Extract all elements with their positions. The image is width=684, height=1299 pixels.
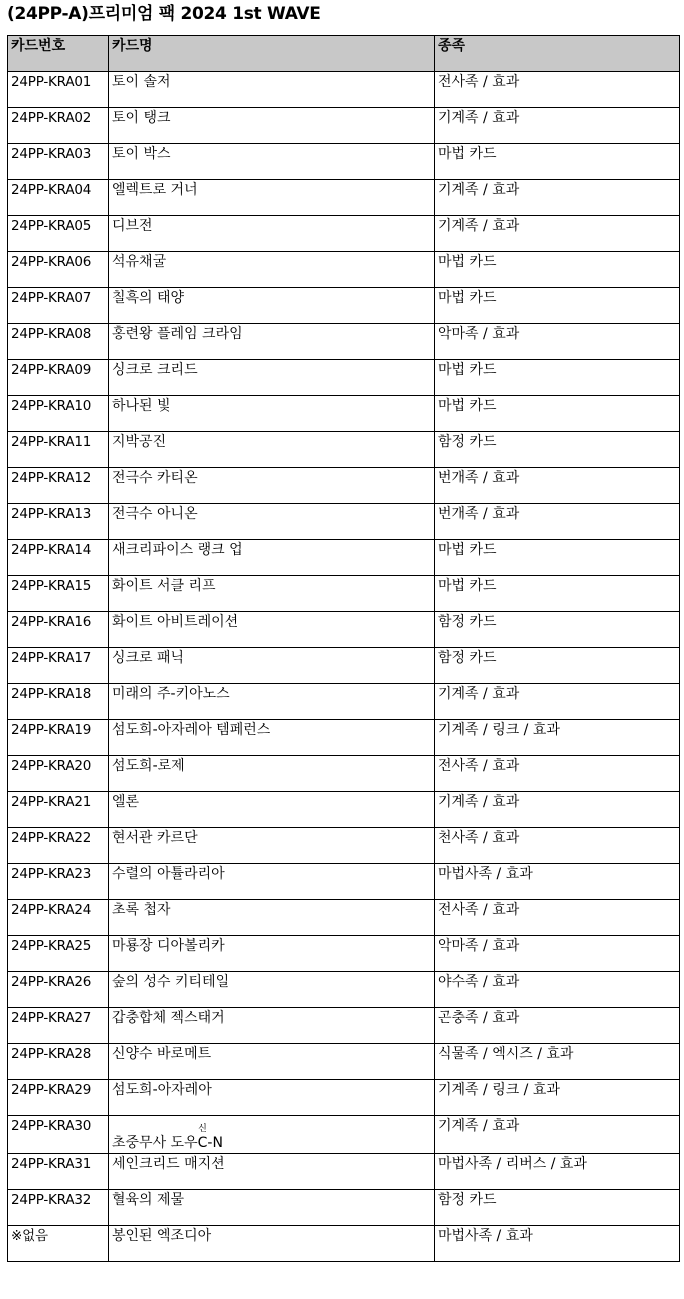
- table-row: [8, 1226, 680, 1262]
- card-name-cell: 전극수 아니온: [109, 504, 435, 540]
- table-row: [8, 864, 680, 900]
- card-name-cell: 지박공진: [109, 432, 435, 468]
- card-type-cell: 천사족 / 효과: [435, 828, 680, 864]
- card-type-cell: 악마족 / 효과: [435, 936, 680, 972]
- card-name-cell: 홍련왕 플레임 크라임: [109, 324, 435, 360]
- card-type-cell: 번개족 / 효과: [435, 504, 680, 540]
- card-type-cell: 악마족 / 효과: [435, 324, 680, 360]
- card-number-cell: 24PP-KRA10: [8, 396, 109, 432]
- table-row: [8, 144, 680, 180]
- table-row: [8, 612, 680, 648]
- card-type-cell: 마법사족 / 리버스 / 효과: [435, 1154, 680, 1190]
- card-number-cell: 24PP-KRA26: [8, 972, 109, 1008]
- card-name-cell: 섬도희-로제: [109, 756, 435, 792]
- header-card-name: 카드명: [109, 36, 435, 72]
- card-number-cell: 24PP-KRA30: [8, 1116, 109, 1154]
- card-type-cell: 마법 카드: [435, 360, 680, 396]
- header-card-type: 종족: [435, 36, 680, 72]
- table-row: [8, 792, 680, 828]
- card-type-cell: 함정 카드: [435, 1190, 680, 1226]
- card-number-cell: 24PP-KRA09: [8, 360, 109, 396]
- card-name-cell: 섬도희-아자레아 템페런스: [109, 720, 435, 756]
- card-number-cell: 24PP-KRA31: [8, 1154, 109, 1190]
- card-type-cell: 기계족 / 링크 / 효과: [435, 720, 680, 756]
- card-name-cell: 미래의 주-키아노스: [109, 684, 435, 720]
- card-type-cell: 마법 카드: [435, 252, 680, 288]
- card-list-table: [7, 35, 680, 1262]
- card-name-cell: 석유채굴: [109, 252, 435, 288]
- card-number-cell: 24PP-KRA27: [8, 1008, 109, 1044]
- card-type-cell: 함정 카드: [435, 432, 680, 468]
- card-type-cell: 기계족 / 효과: [435, 792, 680, 828]
- card-number-cell: 24PP-KRA05: [8, 216, 109, 252]
- card-name-cell: 갑충합체 젝스태거: [109, 1008, 435, 1044]
- card-name-suffix: -N: [207, 1135, 223, 1151]
- table-row: [8, 1008, 680, 1044]
- card-name-prefix: 초중무사 도우: [112, 1135, 198, 1151]
- card-number-cell: 24PP-KRA14: [8, 540, 109, 576]
- card-name-cell: 토이 박스: [109, 144, 435, 180]
- card-name-cell: 마룡장 디아볼리카: [109, 936, 435, 972]
- card-name-cell: 신양수 바로메트: [109, 1044, 435, 1080]
- table-row: [8, 216, 680, 252]
- table-row: [8, 828, 680, 864]
- card-number-cell: 24PP-KRA29: [8, 1080, 109, 1116]
- card-name-cell: 화이트 서클 리프: [109, 576, 435, 612]
- card-type-cell: 기계족 / 효과: [435, 108, 680, 144]
- card-type-cell: 식물족 / 엑시즈 / 효과: [435, 1044, 680, 1080]
- table-row: [8, 1080, 680, 1116]
- card-type-cell: 마법사족 / 효과: [435, 1226, 680, 1262]
- table-row: [8, 756, 680, 792]
- card-type-cell: 마법사족 / 효과: [435, 864, 680, 900]
- table-row: [8, 972, 680, 1008]
- card-number-cell: 24PP-KRA32: [8, 1190, 109, 1226]
- card-name-cell: 섬도희-아자레아: [109, 1080, 435, 1116]
- card-type-cell: 마법 카드: [435, 144, 680, 180]
- card-number-cell: 24PP-KRA04: [8, 180, 109, 216]
- card-number-cell: 24PP-KRA12: [8, 468, 109, 504]
- card-name-cell: 새크리파이스 랭크 업: [109, 540, 435, 576]
- table-row: [8, 720, 680, 756]
- card-type-cell: 마법 카드: [435, 576, 680, 612]
- card-type-cell: 함정 카드: [435, 648, 680, 684]
- card-name-cell: 혈육의 제물: [109, 1190, 435, 1226]
- card-number-cell: 24PP-KRA01: [8, 72, 109, 108]
- card-number-cell: ※없음: [8, 1226, 109, 1262]
- table-row: [8, 1154, 680, 1190]
- card-type-cell: 야수족 / 효과: [435, 972, 680, 1008]
- card-name-cell: 칠흑의 태양: [109, 288, 435, 324]
- table-row: [8, 576, 680, 612]
- table-row: [8, 72, 680, 108]
- card-name-cell: 싱크로 패닉: [109, 648, 435, 684]
- header-card-number: 카드번호: [8, 36, 109, 72]
- table-row: [8, 540, 680, 576]
- card-name-cell: 화이트 아비트레이션: [109, 612, 435, 648]
- card-name-cell: 엘론: [109, 792, 435, 828]
- card-type-cell: 전사족 / 효과: [435, 72, 680, 108]
- card-name-ruby: [197, 1124, 208, 1153]
- table-row: [8, 1190, 680, 1226]
- table-row: [8, 324, 680, 360]
- card-name-cell: 전극수 카티온: [109, 468, 435, 504]
- card-type-cell: 마법 카드: [435, 396, 680, 432]
- card-name-cell: 초록 첩자: [109, 900, 435, 936]
- table-row: [8, 288, 680, 324]
- card-type-cell: 번개족 / 효과: [435, 468, 680, 504]
- card-name-cell: 현서관 카르단: [109, 828, 435, 864]
- table-row: [8, 432, 680, 468]
- card-type-cell: 전사족 / 효과: [435, 756, 680, 792]
- card-type-cell: 기계족 / 효과: [435, 1116, 680, 1154]
- card-name-cell: 싱크로 크리드: [109, 360, 435, 396]
- card-name-cell: 세인크리드 매지션: [109, 1154, 435, 1190]
- card-name-cell: [109, 1116, 435, 1154]
- page-title: (24PP-A)프리미엄 팩 2024 1st WAVE: [7, 4, 321, 24]
- card-number-cell: 24PP-KRA24: [8, 900, 109, 936]
- card-number-cell: 24PP-KRA20: [8, 756, 109, 792]
- card-name-cell: 하나된 빛: [109, 396, 435, 432]
- card-number-cell: 24PP-KRA28: [8, 1044, 109, 1080]
- card-name-ruby-text: 신: [198, 1124, 207, 1134]
- card-type-cell: 전사족 / 효과: [435, 900, 680, 936]
- card-name-cell: 숲의 성수 키티테일: [109, 972, 435, 1008]
- table-row: [8, 468, 680, 504]
- card-number-cell: 24PP-KRA02: [8, 108, 109, 144]
- card-type-cell: 곤충족 / 효과: [435, 1008, 680, 1044]
- card-number-cell: 24PP-KRA21: [8, 792, 109, 828]
- card-type-cell: 기계족 / 효과: [435, 180, 680, 216]
- card-number-cell: 24PP-KRA23: [8, 864, 109, 900]
- table-row: [8, 936, 680, 972]
- card-name-cell: 수렬의 아튤라리아: [109, 864, 435, 900]
- table-row: [8, 180, 680, 216]
- card-number-cell: 24PP-KRA06: [8, 252, 109, 288]
- card-number-cell: 24PP-KRA25: [8, 936, 109, 972]
- table-row: [8, 360, 680, 396]
- card-number-cell: 24PP-KRA16: [8, 612, 109, 648]
- card-number-cell: 24PP-KRA17: [8, 648, 109, 684]
- table-row: [8, 396, 680, 432]
- card-type-cell: 기계족 / 효과: [435, 684, 680, 720]
- card-name-cell: 엘렉트로 거너: [109, 180, 435, 216]
- card-name-cell: 디브전: [109, 216, 435, 252]
- table-row: [8, 1116, 680, 1154]
- table-row: [8, 504, 680, 540]
- card-number-cell: 24PP-KRA18: [8, 684, 109, 720]
- card-number-cell: 24PP-KRA08: [8, 324, 109, 360]
- card-type-cell: 함정 카드: [435, 612, 680, 648]
- table-row: [8, 252, 680, 288]
- card-number-cell: 24PP-KRA22: [8, 828, 109, 864]
- table-row: [8, 108, 680, 144]
- card-type-cell: 마법 카드: [435, 540, 680, 576]
- card-name-cell: 토이 솔저: [109, 72, 435, 108]
- table-row: [8, 1044, 680, 1080]
- card-number-cell: 24PP-KRA15: [8, 576, 109, 612]
- card-name-cell: 봉인된 엑조디아: [109, 1226, 435, 1262]
- card-number-cell: 24PP-KRA13: [8, 504, 109, 540]
- card-type-cell: 기계족 / 링크 / 효과: [435, 1080, 680, 1116]
- table-row: [8, 900, 680, 936]
- card-number-cell: 24PP-KRA07: [8, 288, 109, 324]
- card-type-cell: 마법 카드: [435, 288, 680, 324]
- card-name-ruby-base: C: [197, 1135, 208, 1151]
- card-number-cell: 24PP-KRA19: [8, 720, 109, 756]
- table-row: [8, 648, 680, 684]
- card-type-cell: 기계족 / 효과: [435, 216, 680, 252]
- card-number-cell: 24PP-KRA03: [8, 144, 109, 180]
- table-header-row: [8, 36, 680, 72]
- table-row: [8, 684, 680, 720]
- card-name-cell: 토이 탱크: [109, 108, 435, 144]
- card-number-cell: 24PP-KRA11: [8, 432, 109, 468]
